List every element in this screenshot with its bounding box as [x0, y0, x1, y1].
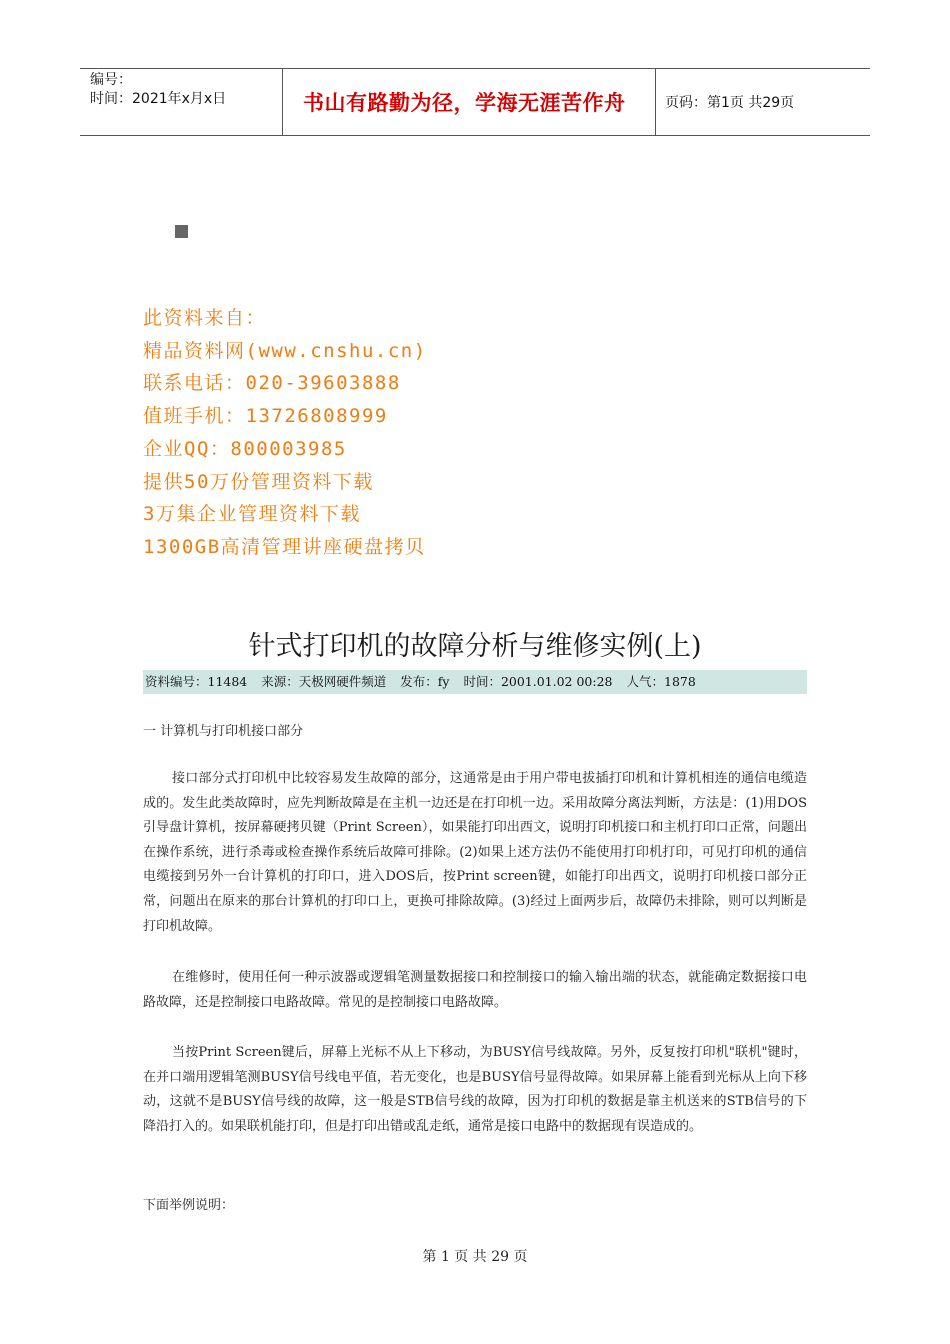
meta-source: 来源：天极网硬件频道 — [261, 674, 387, 689]
promo-line: 提供50万份管理资料下载 — [143, 470, 374, 493]
header-page-label: 页码：第1页 共29页 — [665, 95, 795, 111]
header-motto-cell — [282, 69, 656, 135]
page-header — [80, 68, 870, 136]
time-label: 时间：2021年x月x日 — [90, 91, 227, 107]
meta-author: 发布：fy — [400, 674, 450, 689]
promo-line: 联系电话：020-39603888 — [143, 372, 401, 395]
promo-line: 3万集企业管理资料下载 — [143, 503, 361, 526]
promo-line: 此资料来自： — [143, 307, 267, 329]
meta-time: 时间：2001.01.02 00:28 — [463, 674, 613, 689]
section-heading: 一 计算机与打印机接口部分 — [143, 724, 304, 739]
header-info — [80, 69, 282, 135]
number-label: 编号： — [90, 72, 132, 88]
promo-block — [143, 302, 427, 564]
article-title: 针式打印机的故障分析与维修实例(上) — [248, 631, 702, 662]
promo-line: 企业QQ：800003985 — [143, 437, 347, 460]
article-meta-bar — [143, 670, 807, 694]
closing-line: 下面举例说明： — [143, 1198, 235, 1213]
promo-line: 1300GB高清管理讲座硬盘拷贝 — [143, 535, 426, 558]
paragraph: 当按Print Screen键后，屏幕上光标不从上下移动，为BUSY信号线故障。另外，反复按打印机"联机"键时，在并口端用逻辑笔测BUSY信号线电平值，若无变化，也是BUSY信号显得故障。如果屏幕上能看到光标从上向下移动，这就不是BUSY信号线的故障，这一般是STB信号线的故障，因为打印机的数据是靠主机送来的STB信号的下降沿打入的。如果联机能打印，但是打印出错或乱走纸，通常是接口电路中的数据现有误造成的。 — [143, 1045, 807, 1134]
header-motto: 书山有路勤为径，学海无涯苦作舟 — [303, 91, 626, 115]
paragraph: 在维修时，使用任何一种示波器或逻辑笔测量数据接口和控制接口的输入输出端的状态，就能确定数据接口电路故障，还是控制接口电路故障。常见的是控制接口电路故障。 — [143, 970, 807, 1010]
promo-line: 值班手机：13726808999 — [143, 405, 388, 428]
paragraph: 接口部分式打印机中比较容易发生故障的部分，这通常是由于用户带电拔插打印机和计算机相连的通信电缆造成的。发生此类故障时，应先判断故障是在主机一边还是在打印机一边。采用故障分离法判断，方法是：(1)用DOS引导盘计算机，按屏幕硬拷贝键（Print Screen），如果能打印出西文，说明打印机接口和主机打印口正常，问题出在操作系统，进行杀毒或检查操作系统后故障可排除。(2)如果上述方法仍不能使用打印机打印，可见打印机的通信电缆接到另外一台计算机的打印口，进入DOS后，按Print screen键，如能打印出西文，说明打印机接口部分正常，问题出在原来的那台计算机的打印口上，更换可排除故障。(3)经过上面两步后，故障仍未排除，则可以判断是打印机故障。 — [143, 771, 807, 934]
page-footer: 第 1 页 共 29 页 — [422, 1249, 528, 1265]
meta-doc-id: 资料编号：11484 — [145, 674, 248, 689]
promo-line: 精品资料网(www.cnshu.cn) — [143, 339, 427, 362]
header-page-cell — [656, 69, 870, 135]
square-bullet-icon — [175, 225, 188, 238]
meta-popularity: 人气：1878 — [626, 674, 696, 689]
